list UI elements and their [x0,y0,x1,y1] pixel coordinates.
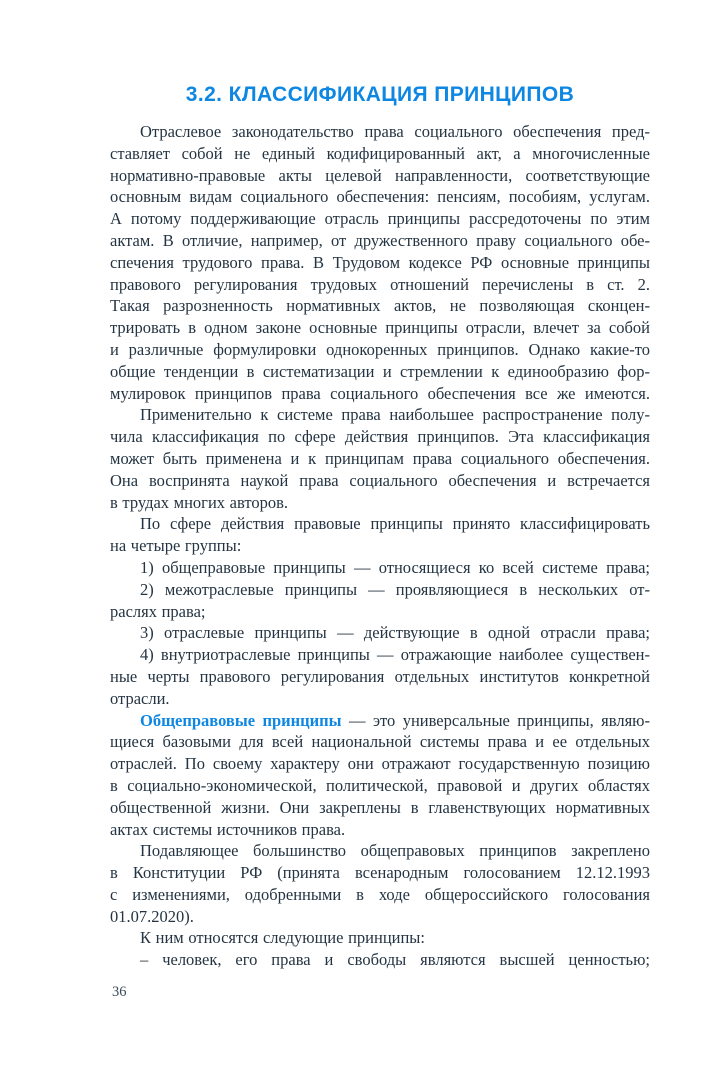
text-line: общие тенденции в систематизации и стремлении к единообразию фор- [110,361,650,381]
text-line: общественной жизни. Они закреплены в главенствующих нормативных [110,797,650,817]
text-line: Она воспринята наукой права социального обеспечения и встречается [110,470,650,490]
text-line [110,710,650,732]
text-line: мулировок принципов права социального обеспечения все же имеются. [110,383,650,403]
text-line: По сфере действия правовые принципы принято классифицировать [140,514,650,534]
text-line: актам. В отличие, например, от дружественного праву социального обе- [110,230,650,250]
text-line: – человек, его права и свободы являются высшей ценностью; [140,950,650,970]
text-line: на четыре группы: [110,536,242,556]
page-number: 36 [112,984,127,1000]
text-line: ные черты правового регулирования отдельных институтов конкретной [110,666,650,686]
text-line: К ним относятся следующие принципы: [140,928,425,948]
text-line: Применительно к системе права наибольшее распространение полу- [140,405,650,425]
text-line: 01.07.2020). [110,906,194,926]
term-highlight: Общеправовые принципы [140,710,342,730]
text-line: чила классификация по сфере действия принципов. Эта классификация [110,427,650,447]
body-text [110,121,650,971]
text-line: актах системы источников права. [110,819,346,839]
text-line: правового регулирования трудовых отношений перечислены в ст. 2. [110,274,650,294]
text-line: раслях права; [110,601,206,621]
text-line: может быть применена и к принципам права социального обеспечения. [110,448,650,468]
section-title: 3.2. КЛАССИФИКАЦИЯ ПРИНЦИПОВ [185,83,575,106]
text-line: отраслей. По своему характеру они отражают государственную позицию [110,754,650,774]
text-line: Отраслевое законодательство права социального обеспечения пред- [140,122,650,141]
text-line: А потому поддерживающие отрасль принципы рассредоточены по этим [110,209,650,229]
text-line: 3) отраслевые принципы — действующие в одной отрасли права; [140,623,650,643]
text-line: 4) внутриотраслевые принципы — отражающие наиболее существен- [140,645,650,665]
text-line: спечения трудового права. В Трудовом кодексе РФ основные принципы [110,252,650,272]
text-line: в трудах многих авторов. [110,492,289,512]
text-line: и различные формулировки однокоренных принципов. Однако какие-то [110,339,650,359]
text-line: 2) межотраслевые принципы — проявляющиеся в нескольких от- [140,579,650,599]
text-line: нормативно-правовые акты целевой направленности, соответствующие [110,165,650,185]
text-line: трировать в одном законе основные принципы отрасли, влечет за собой [110,318,650,338]
text-line: Такая разрозненность нормативных актов, не позволяющая сконцен- [110,296,650,316]
text-line: с изменениями, одобренными в ходе общероссийского голосования [110,884,650,904]
text-line: Подавляющее большинство общеправовых принципов закреплено [140,841,650,861]
text-line: в Конституции РФ (принята всенародным голосованием 12.12.1993 [110,863,650,883]
text-line: в социально-экономической, политической, правовой и других областях [110,775,650,795]
text-line: ставляет собой не единый кодифицированный акт, а многочисленные [110,143,650,163]
text-line-text: — это универсальные принципы, являю- [341,710,650,730]
text-line: отрасли. [110,688,170,708]
text-line: основным видам социального обеспечения: пенсиям, пособиям, услугам. [110,187,650,207]
text-line: 1) общеправовые принципы — относящиеся ко всей системе права; [140,557,650,577]
text-line: щиеся базовыми для всей национальной системы права и ее отдельных [110,732,650,752]
